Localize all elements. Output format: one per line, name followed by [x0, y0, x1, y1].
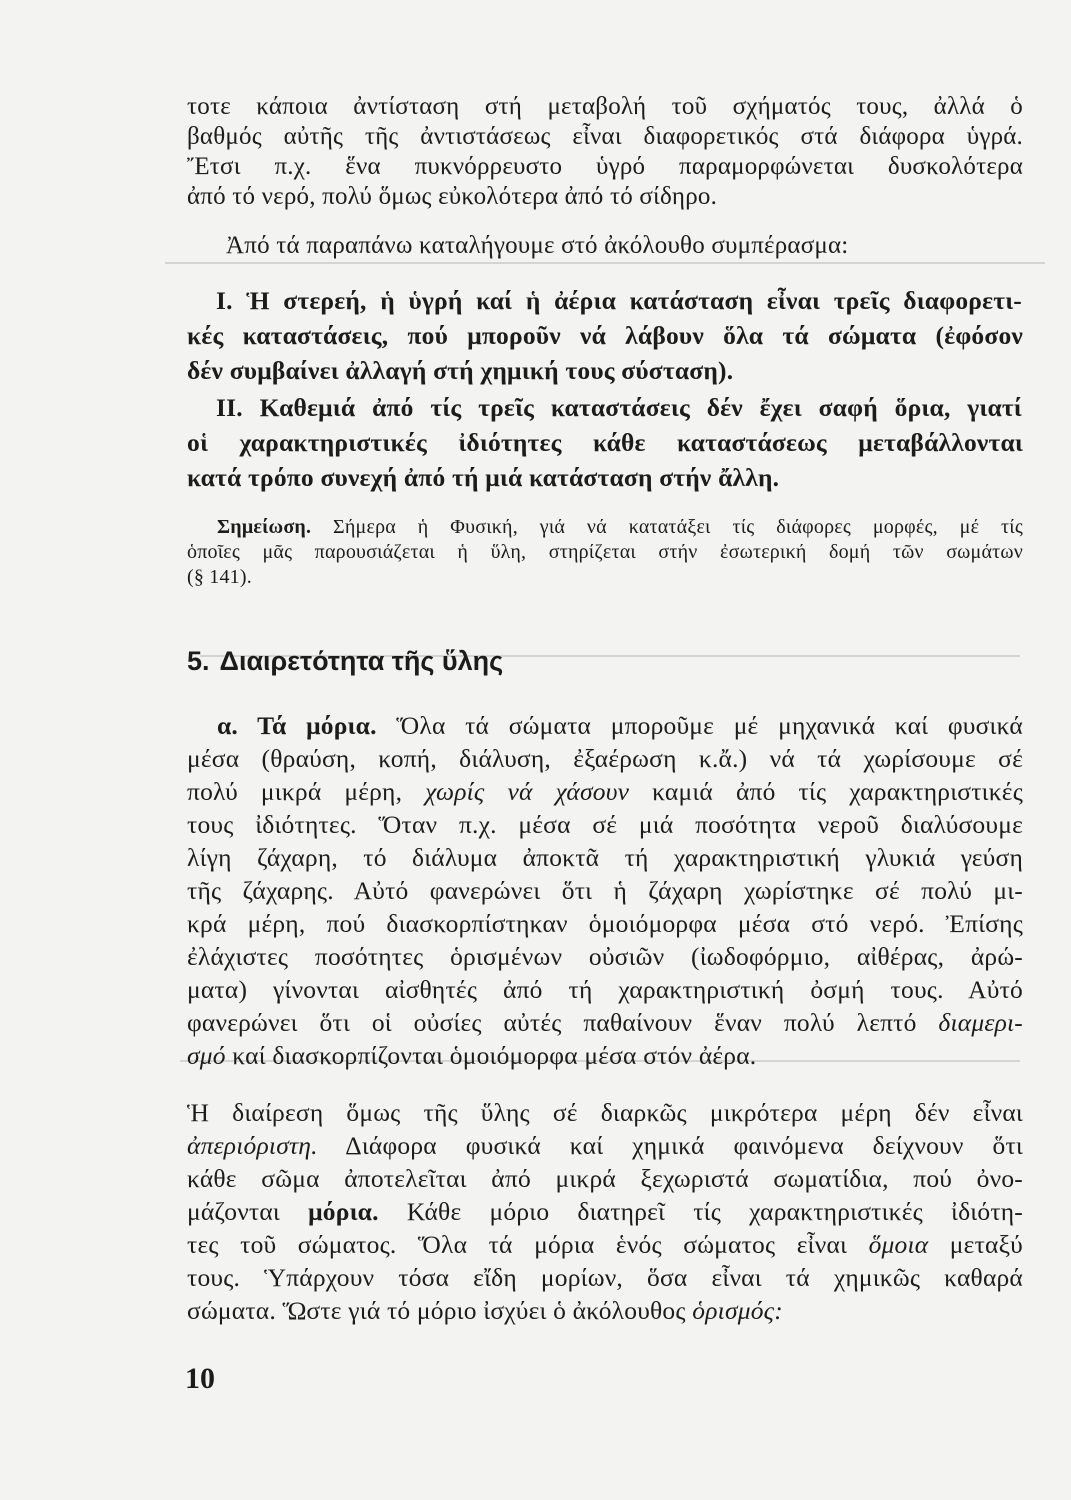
page-number: 10: [185, 1362, 215, 1395]
bleed-line: [165, 262, 1045, 264]
conclusion-one: [216, 283, 1022, 318]
text-line: ἀπό τό νερό, πολύ ὅμως εὐκολότερα ἀπό τό σίδηρο.: [187, 183, 718, 210]
conclusion-intro: Ἀπό τά παραπάνω καταλήγουμε στό ἀκόλουθο συμπέρασμα:: [226, 232, 849, 259]
note-label: Σημείωση.: [217, 516, 312, 538]
text-line: βαθμός αὐτῆς τῆς ἀντιστάσεως εἶναι διαφορετικός στά διάφορα ὑγρά.: [187, 123, 1023, 150]
conclusion-one-cont: [187, 318, 1023, 388]
text-line: οἱ χαρακτηριστικές ἰδιότητες κάθε καταστάσεως μεταβάλλονται: [187, 428, 1023, 457]
text-line: τοτε κάποια ἀντίσταση στή μεταβολή τοῦ σχήματός τους, ἀλλά ὁ: [187, 93, 1023, 120]
section-heading: [187, 646, 1023, 677]
section-number: 5.: [187, 646, 210, 676]
text-line: Ἔτσι π.χ. ἕνα πυκνόρρευστο ὑγρό παραμορφώνεται δυσκολότερα: [187, 153, 1023, 180]
molecules-paragraph: α. Τά μόρια. Ὅλα τά σώματα μποροῦμε μέ μηχανικά καί φυσικά μέσα (θραύση, κοπή, διάλυση, ἐξαέρωση κ.ἄ.) νά τά χωρίσουμε σέ πολύ μικρά μέρη, χωρίς νά χάσουν καμιά ἀπό τίς χαρακτηριστικές τους ἰδιότητες. Ὅταν π.χ. μέσα σέ μιά ποσότητα νεροῦ διαλύσουμε λίγη ζάχαρη, τό διάλυμα ἀποκτᾶ τή χαρακτηριστική γλυκιά γεύση τῆς ζάχαρης. Αὐτό φανερώνει ὅτι ἡ ζάχαρη χωρίστηκε σέ πολύ μι- κρά μέρη, πού διασκορπίστηκαν ὁμοιόμορφα μέσα στό νερό. Ἐπίσης ἐλάχιστες ποσότητες ὁρισμένων οὐσιῶν (ἰωδοφόρμιο, αἰθέρας, ἀρώ- ματα) γίνονται αἰσθητές ἀπό τή χαρακτηριστική ὀσμή τους. Αὐτό φανερώνει ὅτι οἱ οὐσίες αὐτές παθαίνουν ἕναν πολύ λεπτό διαμερι- σμό καί διασκορπίζονται ὁμοιόμορφα μέσα στόν ἀέρα.: [187, 711, 1023, 1070]
conclusion-two: [216, 390, 1022, 425]
text-line: κές καταστάσεις, πού μποροῦν νά λάβουν ὅλα τά σώματα (ἐφόσον: [187, 321, 1023, 350]
text-line: δέν συμβαίνει ἀλλαγή στή χημική τους σύσταση).: [187, 356, 734, 385]
division-paragraph: Ἡ διαίρεση ὅμως τῆς ὕλης σέ διαρκῶς μικρότερα μέρη δέν εἶναι ἀπεριόριστη. Διάφορα φυσικά καί χημικά φαινόμενα δείχνουν ὅτι κάθε σῶμα ἀποτελεῖται ἀπό μικρά ξεχωριστά σωματίδια, πού ὀνο- μάζονται μόρια. Κάθε μόριο διατηρεῖ τίς χαρακτηριστικές ἰδιότη- τες τοῦ σώματος. Ὅλα τά μόρια ἑνός σώματος εἶναι ὅμοια μεταξύ τους. Ὑπάρχουν τόσα εἴδη μορίων, ὅσα εἶναι τά χημικῶς καθαρά σώματα. Ὥστε γιά τό μόριο ἰσχύει ὁ ἀκόλουθος ὁρισμός:: [187, 1098, 1023, 1325]
paragraph-lead: α. Τά μόρια.: [217, 711, 377, 740]
section-title: Διαιρετότητα τῆς ὕλης: [219, 646, 504, 676]
text-line: II. Καθεμιά ἀπό τίς τρεῖς καταστάσεις δέν ἔχει σαφή ὅρια, γιατί: [216, 393, 1022, 422]
top-paragraph: [187, 92, 1023, 212]
conclusion-two-cont: [187, 425, 1023, 495]
note: Σημείωση. Σήμερα ἡ Φυσική, γιά νά κατατάξει τίς διάφορες μορφές, μέ τίς ὁποῖες μᾶς παρουσιάζεται ἡ ὕλη, στηρίζεται στήν ἐσωτερική δομή τῶν σωμάτων (§ 141).: [187, 516, 1023, 588]
text-line: I. Ἡ στερεή, ἡ ὑγρή καί ἡ ἀέρια κατάσταση εἶναι τρεῖς διαφορετι-: [216, 286, 1022, 315]
text-line: κατά τρόπο συνεχή ἀπό τή μιά κατάσταση στήν ἄλλη.: [187, 463, 780, 492]
